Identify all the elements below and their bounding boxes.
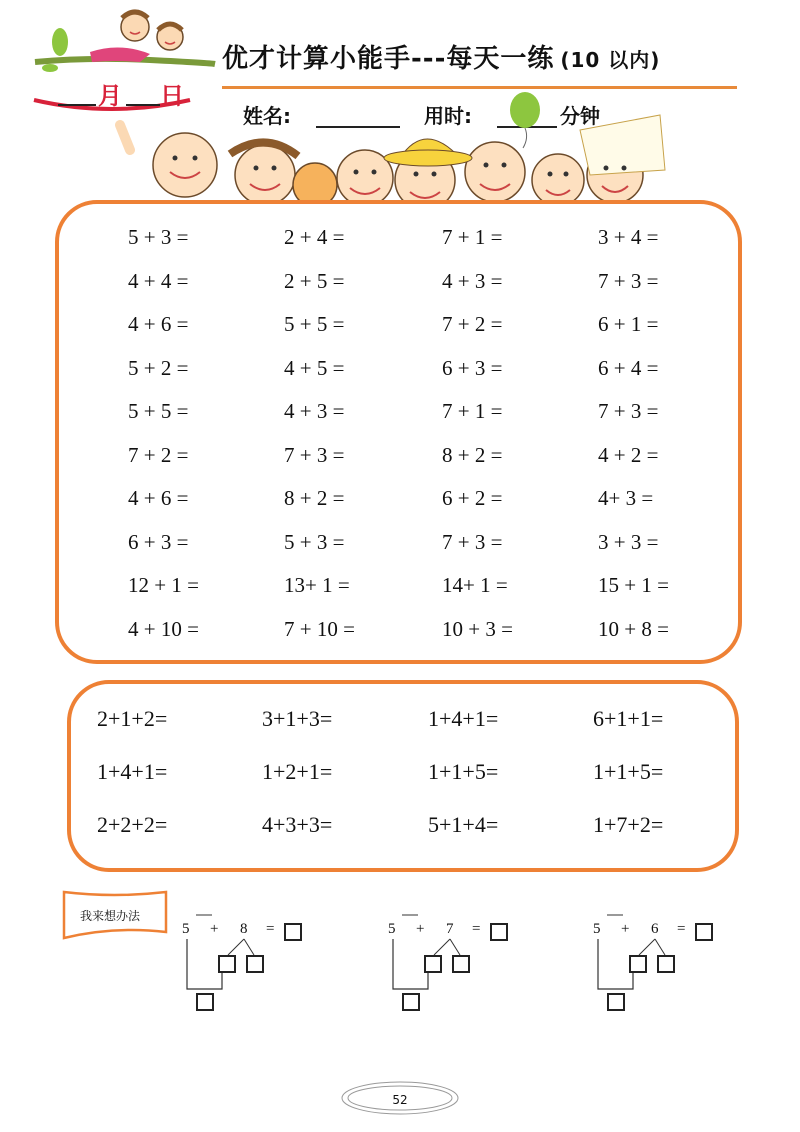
equation-section1-r8-c4: 3 + 3 = [598, 529, 659, 554]
decomposition-lines [388, 905, 518, 1015]
equation-section1-r6-c3: 8 + 2 = [442, 442, 503, 467]
make-ten-problem-2 [388, 905, 518, 1015]
equation-section1-r9-c4: 15 + 1 = [598, 573, 669, 597]
equation-section1-r7-c2: 8 + 2 = [284, 486, 345, 510]
addend-b: 7 [446, 921, 454, 937]
addend-b: 8 [240, 921, 248, 937]
equation-section1-r6-c4: 4 + 2 = [598, 442, 659, 467]
equation-section2-r3-c4: 1+7+2= [593, 812, 664, 837]
equation-section2-r3-c3: 5+1+4= [428, 812, 499, 837]
plus-sign: + [416, 921, 425, 937]
month-label: 月 [98, 82, 122, 110]
equation-section1-r4-c2: 4 + 5 = [284, 355, 345, 380]
equation-section1-r5-c4: 7 + 3 = [598, 399, 659, 423]
equation-section1-r5-c1: 5 + 5 = [128, 399, 189, 423]
page-title [222, 38, 660, 75]
equation-section1-r3-c3: 7 + 2 = [442, 312, 503, 336]
plus-sign: + [210, 921, 219, 937]
equation-section1-r1-c2: 2 + 4 = [284, 225, 345, 249]
name-label: 姓名: [243, 104, 291, 128]
equation-section2-r2-c2: 1+2+1= [262, 759, 333, 784]
equation-section1-r2-c2: 2 + 5 = [284, 268, 345, 293]
equation-section1-r1-c4: 3 + 4 = [598, 225, 659, 249]
equation-section1-r2-c1: 4 + 4 = [128, 268, 189, 293]
equation-section2-r3-c2: 4+3+3= [262, 812, 333, 837]
equation-section2-r2-c3: 1+1+5= [428, 759, 499, 784]
equation-section2-r1-c2: 3+1+3= [262, 706, 333, 731]
equation-section1-r3-c1: 4 + 6 = [128, 312, 189, 336]
equation-section1-r8-c3: 7 + 3 = [442, 529, 503, 554]
equation-section1-r8-c2: 5 + 3 = [284, 529, 345, 554]
decomposition-lines [593, 905, 723, 1015]
equation-section1-r2-c3: 4 + 3 = [442, 268, 503, 293]
page-number: 52 [392, 1093, 408, 1107]
equation-section1-r5-c3: 7 + 1 = [442, 399, 503, 423]
equation-section2-r2-c4: 1+1+5= [593, 759, 664, 784]
equation-section1-r6-c2: 7 + 3 = [284, 442, 345, 467]
equation-section1-r1-c1: 5 + 3 = [128, 225, 189, 249]
addend-a: 5 [388, 921, 396, 937]
equation-section1-r4-c3: 6 + 3 = [442, 355, 503, 380]
equation-section1-r10-c2: 7 + 10 = [284, 616, 355, 641]
equation-section1-r10-c3: 10 + 3 = [442, 616, 513, 641]
day-label: 日 [160, 82, 184, 110]
day-blank[interactable] [126, 104, 160, 106]
addend-b: 6 [651, 921, 659, 937]
time-label: 用时: [424, 104, 472, 128]
equation-section1-r7-c3: 6 + 2 = [442, 486, 503, 510]
title-main: 优才计算小能手---每天一练 [222, 44, 555, 74]
girls-on-branch-illustration [30, 2, 220, 82]
equation-section2-r1-c4: 6+1+1= [593, 706, 664, 731]
equation-section1-r4-c1: 5 + 2 = [128, 355, 189, 380]
equals-sign: = [677, 921, 686, 937]
month-blank[interactable] [58, 104, 96, 106]
title-range: (10 以内) [560, 48, 661, 72]
method-label: 我来想办法 [80, 909, 141, 923]
equation-section2-r1-c3: 1+4+1= [428, 706, 499, 731]
make-ten-problem-3 [593, 905, 723, 1015]
equals-sign: = [266, 921, 275, 937]
equals-sign: = [472, 921, 481, 937]
minutes-label: 分钟 [560, 104, 600, 128]
equation-section1-r9-c2: 13+ 1 = [284, 573, 350, 597]
addend-a: 5 [182, 921, 190, 937]
title-underline [222, 86, 737, 89]
equation-section1-r7-c1: 4 + 6 = [128, 486, 189, 510]
equation-section1-r1-c3: 7 + 1 = [442, 225, 503, 249]
make-ten-problem-1 [182, 905, 312, 1015]
equation-section1-r9-c1: 12 + 1 = [128, 573, 199, 597]
decomposition-lines [182, 905, 312, 1015]
equation-section1-r4-c4: 6 + 4 = [598, 355, 659, 380]
equation-section2-r1-c1: 2+1+2= [97, 706, 168, 731]
equation-section1-r10-c4: 10 + 8 = [598, 616, 669, 641]
equation-section1-r9-c3: 14+ 1 = [442, 573, 508, 597]
equation-section1-r8-c1: 6 + 3 = [128, 529, 189, 554]
equation-section1-r5-c2: 4 + 3 = [284, 399, 345, 423]
equation-section1-r2-c4: 7 + 3 = [598, 268, 659, 293]
equation-section1-r10-c1: 4 + 10 = [128, 616, 199, 641]
equation-section2-r3-c1: 2+2+2= [97, 812, 168, 837]
equation-section1-r3-c4: 6 + 1 = [598, 312, 659, 336]
plus-sign: + [621, 921, 630, 937]
equation-section2-r2-c1: 1+4+1= [97, 759, 168, 784]
equation-section1-r7-c4: 4+ 3 = [598, 486, 654, 510]
date-field [40, 74, 190, 114]
addend-a: 5 [593, 921, 601, 937]
equation-section1-r6-c1: 7 + 2 = [128, 442, 189, 467]
equation-section1-r3-c2: 5 + 5 = [284, 312, 345, 336]
